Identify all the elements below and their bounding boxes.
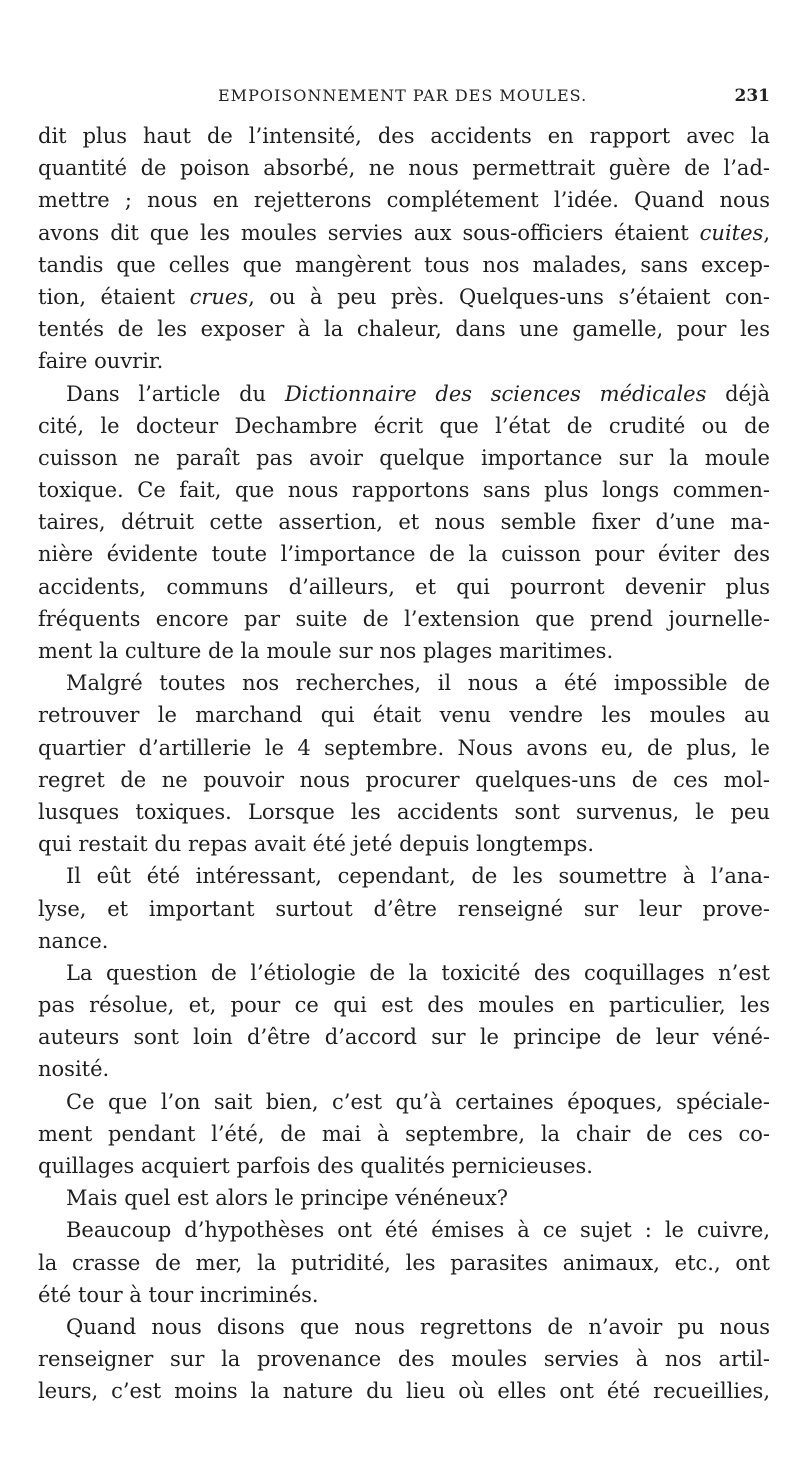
text-line: auteurs sont loin d’être d’accord sur le principe de leur véné- [38, 1025, 770, 1050]
text-line: lusques toxiques. Lorsque les accidents sont survenus, le peu [38, 799, 770, 824]
text-line: renseigner sur la provenance des moules servies à nos artil- [38, 1347, 770, 1372]
text-line: Il eût été intéressant, cependant, de les soumettre à l’ana- [66, 864, 770, 889]
text-line: lyse, et important surtout d’être renseigné sur leur prove- [38, 896, 770, 921]
italic-text: crues [189, 284, 249, 309]
text-line: nosité. [38, 1057, 110, 1082]
text-line: tentés de les exposer à la chaleur, dans une gamelle, pour les [38, 317, 770, 342]
text-line: Ce que l’on sait bien, c’est qu’à certaines époques, spéciale- [66, 1089, 770, 1114]
text-segment: , ou à peu près. Quelques-uns s’étaient con- [248, 284, 770, 309]
page-number: 231 [734, 86, 770, 106]
text-segment: déjà [706, 381, 770, 406]
text-line: La question de l’étiologie de la toxicité des coquillages n’est [66, 960, 770, 985]
text-line: dit plus haut de l’intensité, des accidents en rapport avec la [38, 124, 770, 148]
text-line: Malgré toutes nos recherches, il nous a été impossible de [66, 671, 770, 696]
running-head [38, 86, 770, 120]
text-line: nière évidente toute l’importance de la cuisson pour éviter des [38, 542, 770, 567]
text-line: cité, le docteur Dechambre écrit que l’état de crudité ou de [38, 413, 770, 438]
body-text [38, 120, 770, 1408]
text-line: Quand nous disons que nous regrettons de n’avoir pu nous [66, 1314, 770, 1339]
text-line: cuisson ne paraît pas avoir quelque importance sur la moule [38, 445, 770, 470]
text-line: qui restait du repas avait été jeté depuis longtemps. [38, 832, 595, 857]
running-title: EMPOISONNEMENT PAR DES MOULES. [218, 86, 588, 105]
text-line: tandis que celles que mangèrent tous nos malades, sans excep- [38, 252, 770, 277]
text-line: accidents, communs d’ailleurs, et qui pourront devenir plus [38, 574, 770, 599]
text-line: leurs, c’est moins la nature du lieu où elles ont été recueillies, [38, 1379, 770, 1404]
text-line: quillages acquiert parfois des qualités pernicieuses. [38, 1154, 593, 1178]
text-segment: Dans l’article du [66, 381, 285, 406]
text-line: ment pendant l’été, de mai à septembre, la chair de ces co- [38, 1121, 770, 1146]
text-line: pas résolue, et, pour ce qui est des moules en particulier, les [38, 993, 770, 1018]
text-line [38, 378, 770, 410]
text-line: fréquents encore par suite de l’extension que prend journelle- [38, 606, 770, 631]
text-line: la crasse de mer, la putridité, les parasites animaux, etc., ont [38, 1250, 770, 1275]
italic-text: cuites [699, 220, 764, 245]
text-line: mettre ; nous en rejetterons complétement l’idée. Quand nous [38, 188, 770, 213]
text-line [38, 217, 770, 249]
text-line: Mais quel est alors le principe vénéneux? [66, 1186, 509, 1211]
text-segment: avons dit que les moules servies aux sous-officiers étaient [38, 220, 700, 245]
text-line: été tour à tour incriminés. [38, 1282, 319, 1307]
text-line [38, 281, 770, 313]
book-page [38, 86, 770, 1408]
text-line: retrouver le marchand qui était venu vendre les moules au [38, 703, 770, 728]
text-line: quantité de poison absorbé, ne nous permettrait guère de l’ad- [38, 156, 770, 181]
text-segment: , [763, 220, 770, 245]
text-segment: tion, étaient [38, 284, 190, 309]
text-line: quartier d’artillerie le 4 septembre. Nous avons eu, de plus, le [38, 735, 770, 760]
italic-text: Dictionnaire des sciences médicales [284, 381, 707, 406]
text-line: nance. [38, 928, 109, 953]
text-line: ment la culture de la moule sur nos plages maritimes. [38, 639, 614, 663]
text-line: regret de ne pouvoir nous procurer quelques-uns de ces mol- [38, 767, 770, 792]
text-line: toxique. Ce fait, que nous rapportons sans plus longs commen- [38, 478, 770, 503]
text-line: Beaucoup d’hypothèses ont été émises à ce sujet : le cuivre, [66, 1218, 770, 1243]
text-line: taires, détruit cette assertion, et nous semble fixer d’une ma- [38, 510, 770, 535]
text-line: faire ouvrir. [38, 349, 164, 374]
